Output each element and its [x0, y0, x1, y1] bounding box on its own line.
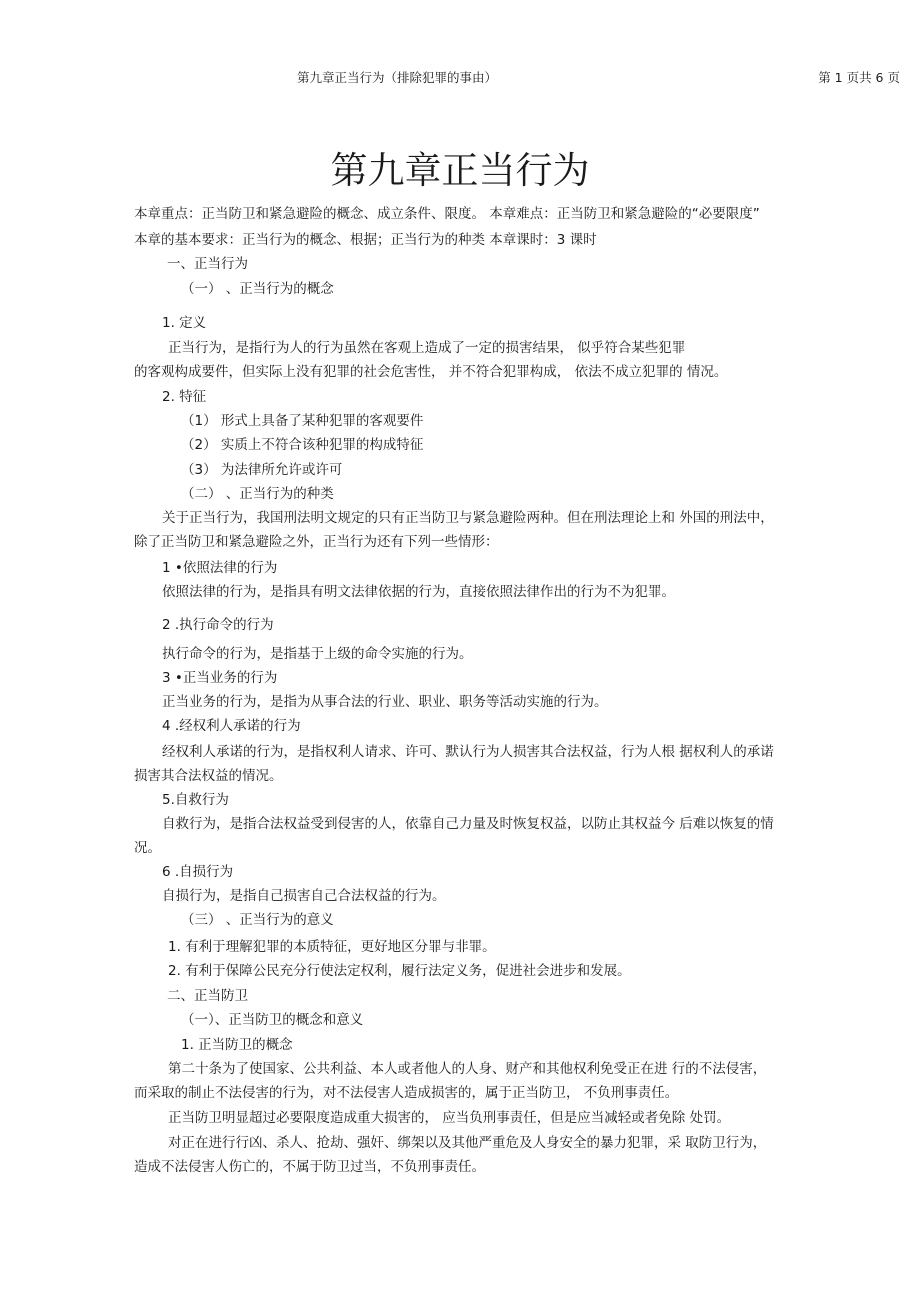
running-header-title: 第九章正当行为（排除犯罪的事由）: [297, 70, 498, 85]
paragraph-line: 依照法律的行为，是指具有明文法律依据的行为，直接依照法律作出的行为不为犯罪。: [162, 584, 675, 600]
feature-item: （1） 形式上具备了某种犯罪的客观要件: [181, 413, 424, 429]
item-heading-concept: 1. 正当防卫的概念: [181, 1037, 293, 1053]
paragraph-line: 正当行为，是指行为人的行为虽然在客观上造成了一定的损害结果， 似乎符合某些犯罪: [168, 340, 686, 356]
paragraph-line: 除了正当防卫和紧急避险之外，正当行为还有下列一些情形：: [134, 534, 499, 550]
type-heading: 3 •正当业务的行为: [162, 670, 278, 686]
paragraph-line: 而采取的制止不法侵害的行为，对不法侵害人造成损害的，属于正当防卫， 不负刑事责任。: [134, 1085, 679, 1101]
subsection-heading-1-2: （二） 、正当行为的种类: [181, 486, 334, 502]
significance-item: 1. 有利于理解犯罪的本质特征，更好地区分罪与非罪。: [168, 939, 496, 955]
section-heading-1: 一、正当行为: [167, 256, 248, 272]
type-heading: 2 .执行命令的行为: [162, 617, 274, 633]
type-heading: 4 .经权利人承诺的行为: [162, 718, 301, 734]
paragraph-line: 经权利人承诺的行为，是指权利人请求、许可、默认行为人损害其合法权益，行为人根 据权利人的承诺: [162, 744, 774, 760]
paragraph-line: 执行命令的行为，是指基于上级的命令实施的行为。: [162, 646, 473, 662]
item-heading-features: 2. 特征: [162, 389, 207, 405]
significance-item: 2. 有利于保障公民充分行使法定权利，履行法定义务，促进社会进步和发展。: [168, 963, 631, 979]
key-points-line: 本章重点：正当防卫和紧急避险的概念、成立条件、限度。 本章难点：正当防卫和紧急避险的“必要限度”: [134, 206, 760, 222]
subsection-heading-1-3: （三） 、正当行为的意义: [181, 912, 334, 928]
paragraph-line: 损害其合法权益的情况。: [134, 768, 283, 784]
paragraph-line: 造成不法侵害人伤亡的，不属于防卫过当，不负刑事责任。: [134, 1159, 485, 1175]
paragraph-line: 第二十条为了使国家、公共利益、本人或者他人的人身、财产和其他权利免受正在进 行的不法侵害，: [168, 1061, 767, 1077]
type-heading: 6 .自损行为: [162, 864, 234, 880]
chapter-title: 第九章正当行为: [330, 149, 590, 192]
subsection-heading-2-1: （一）、正当防卫的概念和意义: [181, 1012, 364, 1028]
section-heading-2: 二、正当防卫: [167, 988, 248, 1004]
requirements-line: 本章的基本要求：正当行为的概念、根据；正当行为的种类 本章课时：3 课时: [134, 232, 597, 248]
paragraph-line: 正当防卫明显超过必要限度造成重大损害的， 应当负刑事责任，但是应当减轻或者免除 处罚。: [168, 1110, 731, 1126]
type-heading: 5.自救行为: [162, 792, 229, 808]
feature-item: （2） 实质上不符合该种犯罪的构成特征: [181, 437, 424, 453]
paragraph-line: 自救行为，是指合法权益受到侵害的人，依靠自己力量及时恢复权益，以防止其权益今 后难以恢复的情: [162, 816, 774, 832]
type-heading: 1 •依照法律的行为: [162, 560, 278, 576]
paragraph-line: 正当业务的行为，是指为从事合法的行业、职业、职务等活动实施的行为。: [162, 694, 608, 710]
item-heading-definition: 1. 定义: [162, 315, 207, 331]
feature-item: （3） 为法律所允许或许可: [181, 462, 343, 478]
paragraph-line: 况。: [134, 840, 161, 856]
page-number: 第 1 页共 6 页: [818, 70, 900, 85]
subsection-heading-1-1: （一） 、正当行为的概念: [181, 281, 334, 297]
paragraph-line: 关于正当行为，我国刑法明文规定的只有正当防卫与紧急避险两种。但在刑法理论上和 外国的刑法中，: [162, 510, 774, 526]
paragraph-line: 自损行为，是指自己损害自己合法权益的行为。: [162, 888, 446, 904]
paragraph-line: 对正在进行行凶、杀人、抢劫、强奸、绑架以及其他严重危及人身安全的暴力犯罪，采 取防卫行为，: [168, 1135, 767, 1151]
paragraph-line: 的客观构成要件，但实际上没有犯罪的社会危害性， 并不符合犯罪构成， 依法不成立犯罪的 情况。: [134, 364, 728, 380]
